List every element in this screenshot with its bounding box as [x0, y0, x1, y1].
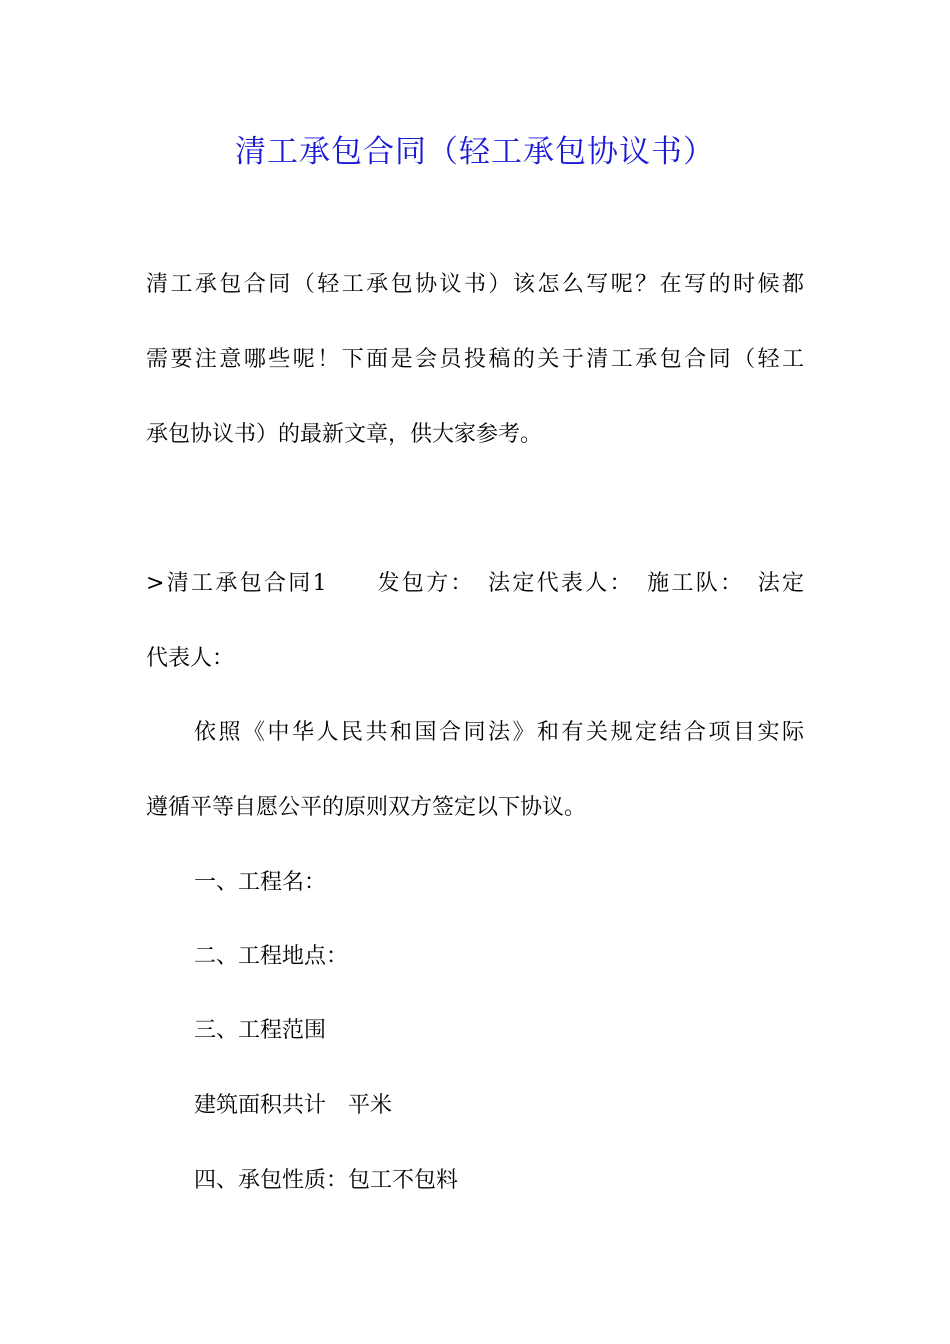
- contract-basis-line-2: 遵循平等自愿公平的原则双方签定以下协议。: [146, 795, 587, 820]
- clause-project-name: 一、工程名：: [194, 870, 327, 895]
- contract-header-line-2: 代表人：: [146, 646, 235, 671]
- clause-project-scope: 三、工程范围: [194, 1018, 327, 1043]
- clause-contract-nature: 四、承包性质：包工不包料: [194, 1168, 459, 1193]
- contract-header-line-1: >清工承包合同1 发包方： 法定代表人： 施工队： 法定: [146, 571, 804, 596]
- intro-line-3: 承包协议书）的最新文章，供大家参考。: [146, 422, 543, 447]
- contract-basis-line-1: 依照《中华人民共和国合同法》和有关规定结合项目实际: [194, 720, 804, 745]
- clause-project-location: 二、工程地点：: [194, 944, 349, 969]
- intro-line-1: 清工承包合同（轻工承包协议书）该怎么写呢？在写的时候都: [146, 272, 804, 297]
- document-title: 清工承包合同（轻工承包协议书）: [235, 134, 715, 170]
- clause-building-area: 建筑面积共计 平米: [194, 1093, 393, 1118]
- intro-line-2: 需要注意哪些呢！下面是会员投稿的关于清工承包合同（轻工: [146, 347, 804, 372]
